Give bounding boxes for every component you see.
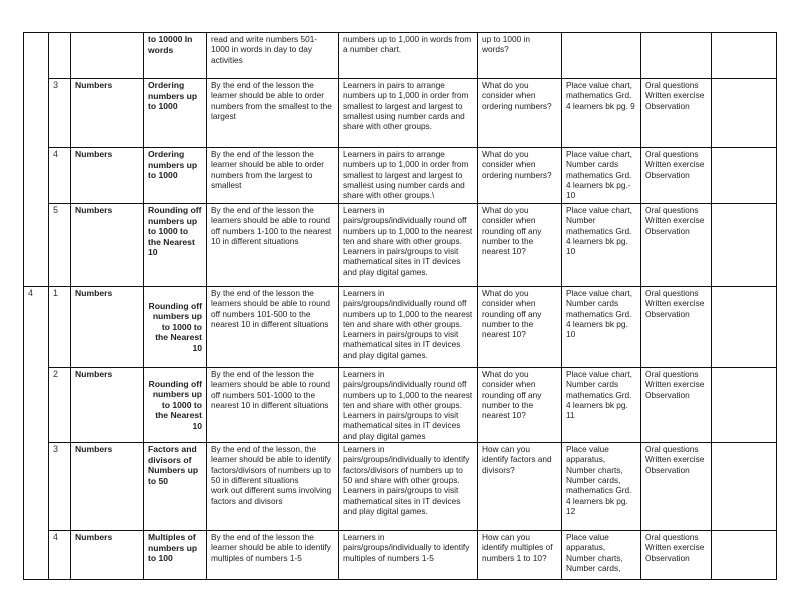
learning-experiences-cell: Learners in pairs/groups/individually round off numbers up to 1,000 to the nearest ten and share with other groups. Learners in pairs/groups to visit mathematical sites in IT devices and play digital games. bbox=[339, 287, 478, 368]
assessment-cell: Oral questions Written exercise Observation bbox=[641, 204, 712, 287]
table-row bbox=[24, 443, 777, 531]
outcomes-cell: By the end of the lesson, the learner should be able to identify factors/divisors of numbers up to 50 in different situations work out different sums involving factors and divisors bbox=[207, 443, 339, 531]
key-inquiry-cell: What do you consider when rounding off any number to the nearest 10? bbox=[478, 287, 562, 368]
reflection-cell bbox=[712, 443, 777, 531]
sub-strand-cell: Ordering numbers up to 1000 bbox=[144, 148, 207, 204]
outcomes-cell: By the end of the lesson the learners should be able to round off numbers 1-100 to the nearest 10 in different situations bbox=[207, 204, 339, 287]
table-row bbox=[24, 368, 777, 443]
table-row bbox=[24, 287, 777, 368]
outcomes-cell: By the end of the lesson the learner should be able to order numbers from the largest to smallest bbox=[207, 148, 339, 204]
strand-cell: Numbers bbox=[71, 368, 144, 443]
lesson-cell: 1 bbox=[49, 287, 71, 368]
reflection-cell bbox=[712, 287, 777, 368]
strand-cell: Numbers bbox=[71, 79, 144, 148]
sub-strand-cell: Ordering numbers up to 1000 bbox=[144, 79, 207, 148]
strand-cell: Numbers bbox=[71, 204, 144, 287]
sub-strand-cell: Factors and divisors of Numbers up to 50 bbox=[144, 443, 207, 531]
lesson-cell: 2 bbox=[49, 368, 71, 443]
assessment-cell bbox=[641, 33, 712, 79]
resources-cell: Place value chart, Number cards mathematics Grd. 4 learners bk pg.- 10 bbox=[562, 148, 641, 204]
lesson-cell: 3 bbox=[49, 443, 71, 531]
sub-strand-cell: Rounding off numbers up to 1000 to the Nearest 10 bbox=[144, 204, 207, 287]
resources-cell: Place value chart, Number cards mathematics Grd. 4 learners bk pg. 11 bbox=[562, 368, 641, 443]
resources-cell bbox=[562, 33, 641, 79]
assessment-cell: Oral questions Written exercise Observation bbox=[641, 287, 712, 368]
key-inquiry-cell: How can you identify multiples of numbers 1 to 10? bbox=[478, 531, 562, 580]
key-inquiry-cell: What do you consider when rounding off any number to the nearest 10? bbox=[478, 204, 562, 287]
assessment-cell: Oral questions Written exercise Observation bbox=[641, 79, 712, 148]
strand-cell: Numbers bbox=[71, 531, 144, 580]
outcomes-cell: read and write numbers 501-1000 in words in day to day activities bbox=[207, 33, 339, 79]
lesson-cell: 4 bbox=[49, 148, 71, 204]
reflection-cell bbox=[712, 79, 777, 148]
table-row bbox=[24, 204, 777, 287]
scheme-of-work-table bbox=[23, 32, 777, 580]
table-row bbox=[24, 531, 777, 580]
resources-cell: Place value chart, mathematics Grd. 4 learners bk pg. 9 bbox=[562, 79, 641, 148]
assessment-cell: Oral questions Written exercise Observation bbox=[641, 368, 712, 443]
assessment-cell: Oral questions Written exercise Observation bbox=[641, 443, 712, 531]
lesson-cell bbox=[49, 33, 71, 79]
resources-cell: Place value apparatus, Number charts, Number cards, bbox=[562, 531, 641, 580]
week-cell: 4 bbox=[24, 287, 49, 580]
sub-strand-cell: Rounding off numbers up to 1000 to the Nearest 10 bbox=[144, 287, 207, 368]
sub-strand-cell: Multiples of numbers up to 100 bbox=[144, 531, 207, 580]
learning-experiences-cell: Learners in pairs/groups/individually round off numbers up to 1,000 to the nearest ten and share with other groups. Learners in pairs/groups to visit mathematical sites in IT devices and play digital games. bbox=[339, 204, 478, 287]
table-row bbox=[24, 148, 777, 204]
lesson-cell: 3 bbox=[49, 79, 71, 148]
resources-cell: Place value apparatus, Number charts, Number cards, mathematics Grd. 4 learners bk pg. 12 bbox=[562, 443, 641, 531]
key-inquiry-cell: up to 1000 in words? bbox=[478, 33, 562, 79]
lesson-cell: 4 bbox=[49, 531, 71, 580]
key-inquiry-cell: How can you identify factors and divisors? bbox=[478, 443, 562, 531]
key-inquiry-cell: What do you consider when rounding off any number to the nearest 10? bbox=[478, 368, 562, 443]
key-inquiry-cell: What do you consider when ordering numbers? bbox=[478, 79, 562, 148]
strand-cell: Numbers bbox=[71, 287, 144, 368]
outcomes-cell: By the end of the lesson the learner should be able to order numbers from the smallest to the largest bbox=[207, 79, 339, 148]
outcomes-cell: By the end of the lesson the learners should be able to round off numbers 101-500 to the nearest 10 in different situations bbox=[207, 287, 339, 368]
resources-cell: Place value chart, Number cards mathematics Grd. 4 learners bk pg. 10 bbox=[562, 287, 641, 368]
learning-experiences-cell: Learners in pairs/groups/individually round off numbers up to 1,000 to the nearest ten and share with other groups. Learners in pairs/groups to visit mathematical sites in IT devices and play digital games bbox=[339, 368, 478, 443]
resources-cell: Place value chart, Number mathematics Grd. 4 learners bk pg. 10 bbox=[562, 204, 641, 287]
learning-experiences-cell: Learners in pairs/groups/individually to identify multiples of numbers 1-5 bbox=[339, 531, 478, 580]
learning-experiences-cell: Learners in pairs to arrange numbers up to 1,000 in order from smallest to largest and largest to smallest using number cards and share with other groups.\ bbox=[339, 148, 478, 204]
learning-experiences-cell: numbers up to 1,000 in words from a number chart. bbox=[339, 33, 478, 79]
week-cell bbox=[24, 33, 49, 287]
reflection-cell bbox=[712, 148, 777, 204]
assessment-cell: Oral questions Written exercise Observation bbox=[641, 148, 712, 204]
assessment-cell: Oral questions Written exercise Observation bbox=[641, 531, 712, 580]
table-row bbox=[24, 33, 777, 79]
lesson-cell: 5 bbox=[49, 204, 71, 287]
strand-cell: Numbers bbox=[71, 148, 144, 204]
reflection-cell bbox=[712, 204, 777, 287]
outcomes-cell: By the end of the lesson the learners should be able to round off numbers 501-1000 to the nearest 10 in different situations bbox=[207, 368, 339, 443]
sub-strand-cell: to 10000 In words bbox=[144, 33, 207, 79]
sub-strand-cell: Rounding off numbers up to 1000 to the Nearest 10 bbox=[144, 368, 207, 443]
table-row bbox=[24, 79, 777, 148]
learning-experiences-cell: Learners in pairs/groups/individually to identify factors/divisors of numbers up to 50 and share with other groups. Learners in pairs/groups to visit mathematical sites in IT devices and play digital games. bbox=[339, 443, 478, 531]
strand-cell: Numbers bbox=[71, 443, 144, 531]
outcomes-cell: By the end of the lesson the learner should be able to identify multiples of numbers 1-5 bbox=[207, 531, 339, 580]
strand-cell bbox=[71, 33, 144, 79]
reflection-cell bbox=[712, 531, 777, 580]
key-inquiry-cell: What do you consider when ordering numbers? bbox=[478, 148, 562, 204]
reflection-cell bbox=[712, 368, 777, 443]
learning-experiences-cell: Learners in pairs to arrange numbers up to 1,000 in order from smallest to largest and largest to smallest using number cards and share with other groups. bbox=[339, 79, 478, 148]
reflection-cell bbox=[712, 33, 777, 79]
